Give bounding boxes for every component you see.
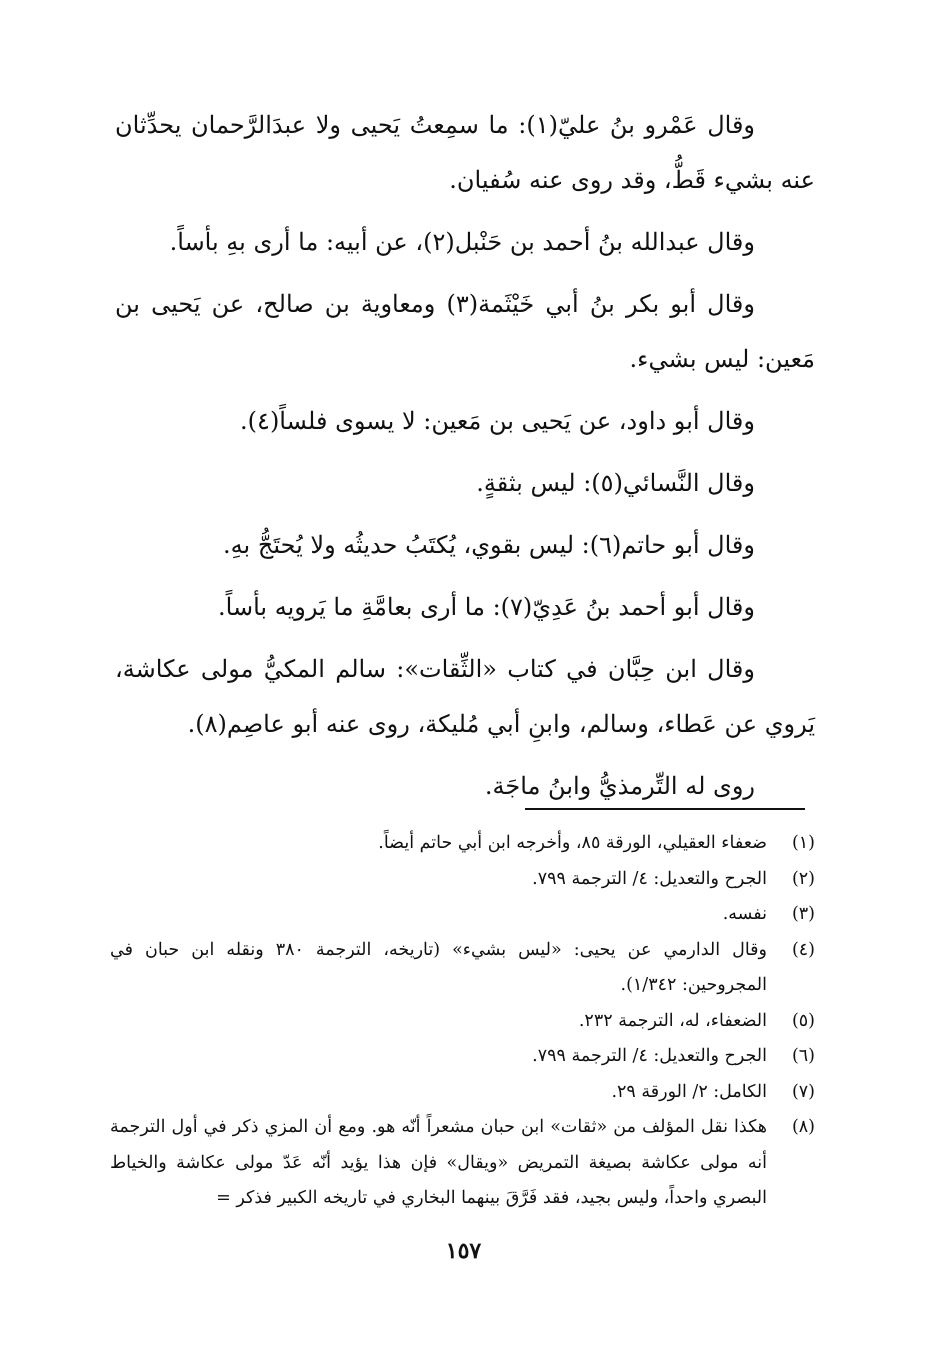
footnote-number: (١) [791, 833, 815, 853]
footnote-text: الكامل: ٢/ الورقة ٢٩. [611, 1081, 767, 1102]
footnote-number: (٤) [791, 939, 815, 960]
paragraph-nasai: وقال النَّسائي(٥): ليس بثقةٍ. [476, 469, 755, 497]
main-text [115, 98, 815, 814]
footnote-item [110, 897, 815, 933]
footnote-text: ضعفاء العقيلي، الورقة ٨٥، وأخرجه ابن أبي حاتم أيضاً. [378, 833, 767, 853]
paragraph-narrated-by: روى له التِّرمذيُّ وابنُ ماجَة. [484, 772, 755, 800]
paragraph-ibn-adi: وقال أبو أحمد بنُ عَدِيّ(٧): ما أرى بعامَّةِ ما يَرويه بأساً. [218, 593, 755, 621]
footnote-text: هكذا نقل المؤلف من «ثقات» ابن حبان مشعراً أنّه هو. ومع أن المزي ذكر في أول الترجمة أنه مولى عكاشة بصيغة التمريض «ويقال» فإن هذا يؤيد أنّه عَدّ مولى عكاشة والخياط البصري واحداً، وليس بجيد، فقد فَرَّقَ بينهما البخاري في تاريخه الكبير فذكر = [110, 1117, 767, 1208]
footnote-number: (٢) [791, 868, 815, 889]
footnote-item [110, 1039, 815, 1075]
paragraph-abu-bakr-ibn-abi-khaythama: وقال أبو بكر بنُ أبي خَيْثَمة(٣) ومعاوية بن صالح، عن يَحيى بن مَعين: ليس بشيء. [115, 290, 815, 373]
footnote-number: (٣) [791, 904, 815, 924]
footnote-text: وقال الدارمي عن يحيى: «ليس بشيء» (تاريخه، الترجمة ٣٨٠ ونقله ابن حبان في المجروحين: ١/٣٤٢). [110, 939, 767, 995]
footnotes [110, 826, 815, 1217]
footnote-number: (٥) [791, 1010, 815, 1031]
paragraph-abdullah-ibn-ahmad: وقال عبدالله بنُ أحمد بن حَنْبل(٢)، عن أبيه: ما أرى بهِ بأساً. [169, 228, 755, 256]
footnote-item [110, 1110, 815, 1217]
footnote-number: (٧) [791, 1081, 815, 1102]
footnote-text: الجرح والتعديل: ٤/ الترجمة ٧٩٩. [532, 1046, 767, 1066]
paragraph-amr-ibn-ali: وقال عَمْرو بنُ عليّ(١): ما سمِعتُ يَحيى ولا عبدَالرَّحمان يحدِّثان عنه بشيء قَطُّ، وقد روى عنه سُفيان. [115, 111, 815, 194]
footnote-separator [525, 808, 805, 810]
footnote-text: نفسه. [722, 904, 767, 924]
footnote-item [110, 1075, 815, 1111]
footnote-text: الجرح والتعديل: ٤/ الترجمة ٧٩٩. [532, 868, 767, 889]
footnote-text: الضعفاء، له، الترجمة ٢٣٢. [578, 1010, 767, 1031]
paragraph-abu-dawud: وقال أبو داود، عن يَحيى بن مَعين: لا يسوى فلساً(٤). [240, 407, 755, 435]
footnote-item [110, 862, 815, 898]
footnote-item [110, 933, 815, 1004]
footnote-item [110, 1004, 815, 1040]
footnote-number: (٨) [791, 1117, 815, 1137]
page-number: ١٥٧ [445, 1238, 482, 1264]
paragraph-abu-hatim: وقال أبو حاتم(٦): ليس بقوي، يُكتَبُ حديثُه ولا يُحتَجُّ بهِ. [223, 531, 755, 559]
paragraph-ibn-hibban: وقال ابن حِبَّان في كتاب «الثِّقات»: سالم المكيُّ مولى عكاشة، يَروي عن عَطاء، وسالم، وابنِ أبي مُليكة، روى عنه أبو عاصِم(٨). [115, 655, 815, 738]
footnote-item [110, 826, 815, 862]
footnote-number: (٦) [791, 1046, 815, 1066]
